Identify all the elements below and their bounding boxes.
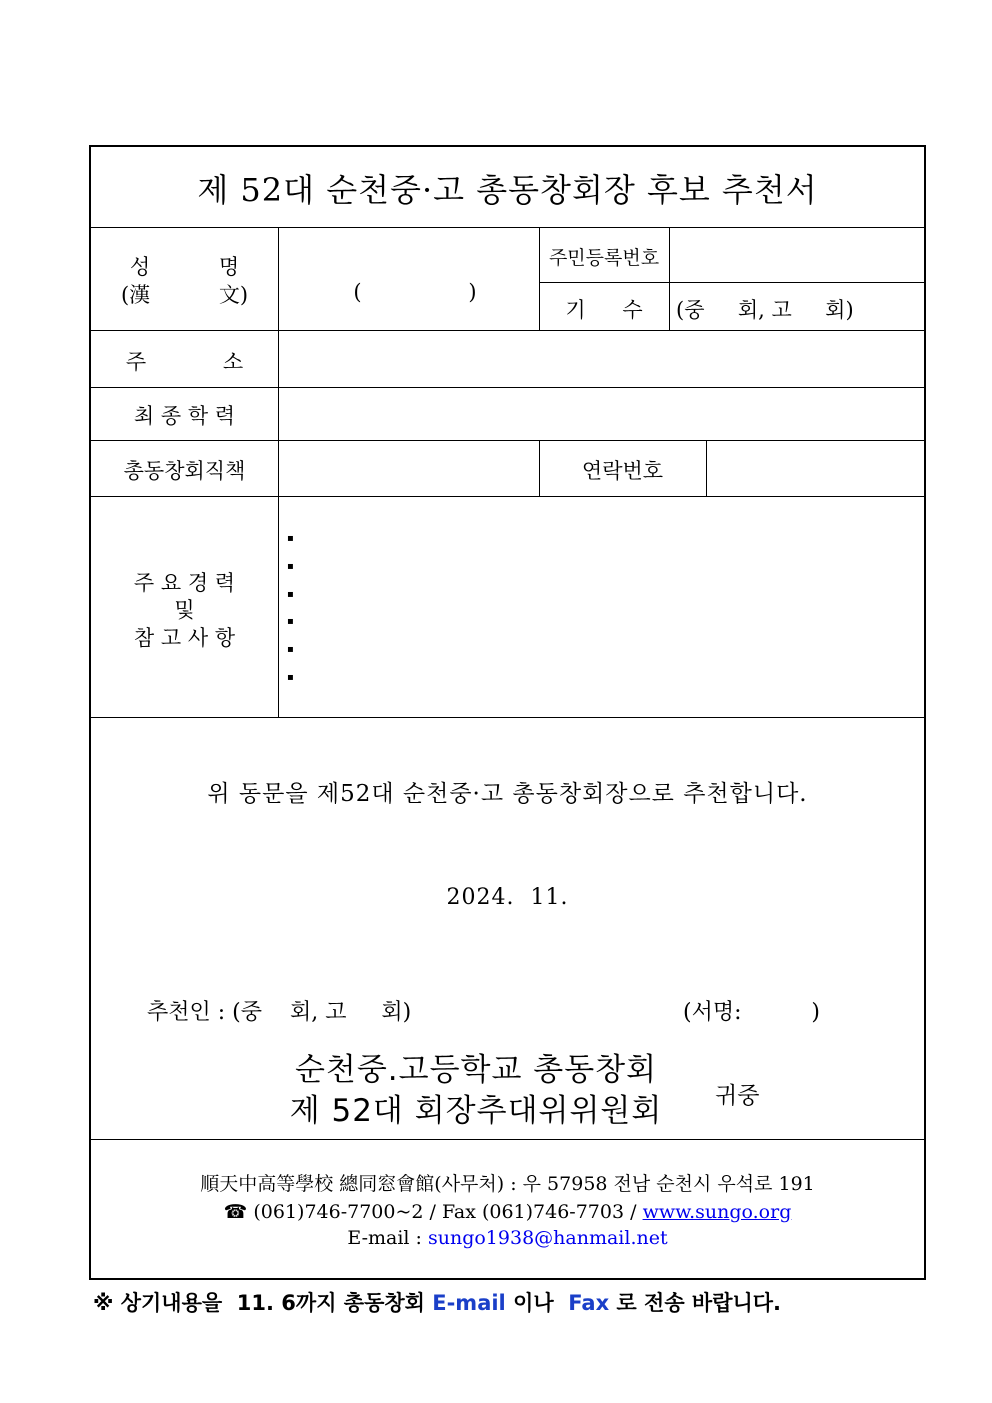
alumni-position-label: 총동창회직책 xyxy=(123,459,246,483)
list-item: ▪ xyxy=(287,588,294,600)
notice-text: ※ 상기내용을 11. 6까지 총동창회 xyxy=(93,1291,433,1315)
list-item: ▪ xyxy=(287,616,294,628)
honorific: 귀중 xyxy=(715,1083,760,1109)
resident-no-label: 주민등록번호 xyxy=(548,247,660,269)
education-label: 최 종 학 력 xyxy=(133,404,236,428)
name-hanja-label: (漢 文) xyxy=(120,283,249,307)
list-item: ▪ xyxy=(287,533,294,544)
submission-notice xyxy=(93,1287,781,1317)
recommender-field[interactable]: 추천인 : (중 회, 고 회) xyxy=(147,1000,412,1025)
list-item: ▪ xyxy=(287,644,294,656)
notice-email: E-mail xyxy=(432,1291,506,1315)
career-label-and: 및 xyxy=(174,598,195,622)
organization-line-1: 순천중.고등학교 총동창회 xyxy=(294,1052,658,1088)
email-line xyxy=(91,1227,924,1249)
gisu-field[interactable]: (중 회, 고 회) xyxy=(676,298,854,322)
notice-text: 로 전송 바랍니다. xyxy=(609,1291,782,1315)
address-field[interactable] xyxy=(279,331,924,387)
resident-no-field[interactable] xyxy=(670,228,924,282)
office-address: 順天中高等學校 總同窓會館(사무처) : 우 57958 전남 순천시 우석로 191 xyxy=(200,1173,815,1195)
address-label: 주 소 xyxy=(125,350,244,374)
notice-text: 이나 xyxy=(505,1291,569,1315)
contact-field[interactable] xyxy=(707,441,924,496)
divider xyxy=(539,282,924,283)
organization-line-2: 제 52대 회장추대위위원회 xyxy=(289,1093,663,1129)
divider xyxy=(91,496,924,497)
email-label: E-mail : xyxy=(347,1227,428,1249)
education-field[interactable] xyxy=(279,388,924,440)
phone-icon: ☎ xyxy=(223,1201,248,1223)
email-link[interactable]: sungo1938@hanmail.net xyxy=(427,1227,668,1249)
website-link[interactable]: www.sungo.org xyxy=(642,1201,792,1223)
list-item: ▪ xyxy=(287,671,294,683)
notice-fax: Fax xyxy=(568,1291,610,1315)
signature-field[interactable]: (서명: ) xyxy=(683,1000,821,1025)
alumni-position-field[interactable] xyxy=(279,441,539,496)
gisu-label: 기 수 xyxy=(565,298,643,322)
contact-label: 연락번호 xyxy=(581,459,664,483)
career-bullet-list[interactable] xyxy=(287,525,294,692)
form-title: 제 52대 순천중·고 총동창회장 후보 추천서 xyxy=(197,171,818,209)
list-item: ▪ xyxy=(287,560,294,572)
career-label: 주 요 경 력 xyxy=(133,571,236,595)
hanja-name-field[interactable]: ( ) xyxy=(353,280,477,304)
name-label: 성 명 xyxy=(129,255,240,279)
recommendation-date: 2024. 11. xyxy=(446,885,569,910)
recommendation-form xyxy=(89,145,926,1280)
contact-line xyxy=(91,1201,924,1223)
recommendation-statement: 위 동문을 제52대 순천중·고 총동창회장으로 추천합니다. xyxy=(207,781,808,807)
divider xyxy=(91,1139,924,1140)
phone-fax: (061)746-7700~2 / Fax (061)746-7703 / xyxy=(247,1201,643,1223)
divider xyxy=(91,717,924,718)
reference-label: 참 고 사 항 xyxy=(133,626,236,650)
organization-name xyxy=(281,1050,671,1132)
